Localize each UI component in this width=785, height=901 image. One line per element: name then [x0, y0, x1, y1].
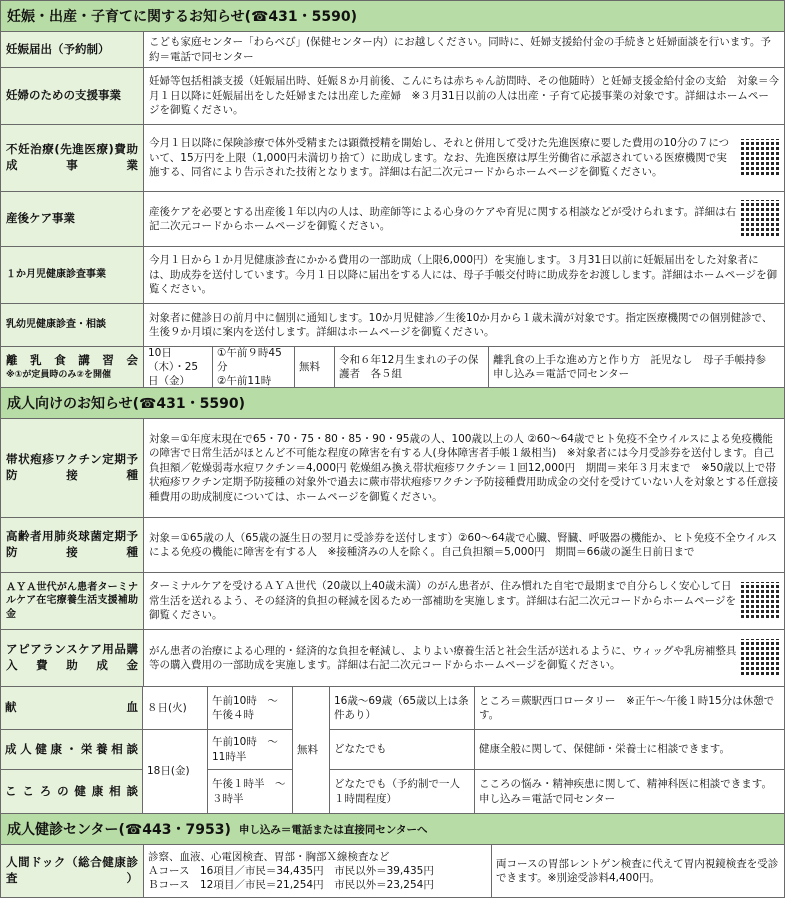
table-row-rinyu: 離乳食講習会 ※①が定員時のみ②を開催 10日（木）・25日（金） ①午前９時45分 ②午前11時 無料 令和６年12月生まれの子の保護者 各５組 離乳食の上手な進め方と作り方 託児なし 母子手帳持参 申し込み＝電話で同センター: [1, 347, 784, 388]
table-row: [1, 518, 784, 573]
table-row: [1, 419, 784, 518]
schedule-table: [0, 686, 785, 814]
row-label: 献血: [1, 687, 143, 730]
row-text: ターミナルケアを受けるＡＹＡ世代（20歳以上40歳未満）のがん患者が、住み慣れた自宅で最期まで自分らしく安心して日常生活を送れるよう、その経済的負担の軽減を図るため一部補助を実施します。詳細は右記二次元コードからホームページを御覧ください。: [149, 580, 736, 622]
row-label: 成人健康・栄養相談: [1, 730, 143, 770]
row-text: 対象者に健診日の前月中に個別に通知します。10か月児健診／生後10か月から１歳未満が対象です。指定医療機関での個別健診で、生後９か月頃に案内を送付します。詳細はホームページを御覧ください。: [149, 311, 773, 338]
table-row: [1, 192, 784, 247]
qr-code-icon[interactable]: [741, 139, 779, 177]
row-text: 対象＝①年度末現在で65・70・75・80・85・90・95歳の人、100歳以上の人 ②60～64歳でヒト免疫不全ウイルスによる免疫機能の障害で日常生活がほとんど不可能な程度の障害を有する人(身体障害者手帳１級相当) ※対象者には今月受診券を送付します。自己負担額／乾燥弱毒水痘ワクチン＝4,000円 乾燥組み換え帯状疱疹ワクチン＝１回12,000円 期間＝来年３月末まで ※50歳以上で帯状疱疹ワクチン定期予防接種の対象外で過去に蕨市帯状疱疹ワクチン予防接種費用助成金の交付を受けていない人を対象とする任意接種費用の助成制度については、ホームページを御覧ください。: [149, 432, 778, 503]
row-text: 今月１日以降に保険診療で体外受精または顕微授精を開始し、それと併用して受けた先進医療に要した費用の10分の７について、15万円を上限（1,000円未満切り捨て）に助成します。なお、先進医療は厚生労働省に承認されている医療機関で実施する、同省により告示された技術となります。詳細は右記二次元コードからホームページを御覧ください。: [149, 137, 730, 179]
table-row: 成人健康・栄養相談 18日(金) 午前10時 ～11時半 どなたでも 健康全般に関して、保健師・栄養士に相談できます。: [1, 730, 785, 770]
row-label: ＡＹＡ世代がん患者ターミナルケア在宅療養生活支援補助金: [1, 573, 144, 629]
row-label: 乳幼児健康診査・相談: [1, 304, 144, 346]
row-label: 妊娠届出（予約制）: [1, 32, 144, 67]
table-row: [1, 32, 784, 68]
row-label: 妊婦のための支援事業: [1, 68, 144, 124]
row-label: 不妊治療(先進医療)費助成事業: [1, 125, 144, 191]
row-text: こども家庭センター「わらべび」(保健センター内）にお越しください。同時に、妊婦支援給付金の手続きと妊婦面談を行います。予約＝電話で同センター: [149, 36, 771, 63]
row-text: 妊婦等包括相談支援（妊娠届出時、妊娠８か月前後、こんにちは赤ちゃん訪問時、その他随時）と妊婦支援金給付金の支給 対象＝今月１日以降に妊娠届出をした妊婦または出産した産婦 ※３月31日以前の人は出産・子育て応援事業の対象です。詳細はホームページを御覧ください。: [149, 75, 779, 117]
qr-code-icon[interactable]: [741, 639, 779, 677]
row-label: 産後ケア事業: [1, 192, 144, 246]
table-row: [1, 125, 784, 192]
section-header-adult: 成人向けのお知らせ(☎431・5590): [1, 388, 784, 419]
row-label: 人間ドック（総合健康診査）: [1, 845, 144, 897]
row-label: 高齢者用肺炎球菌定期予防接種: [1, 518, 144, 572]
row-label: アピアランスケア用品購入費助成金: [1, 630, 144, 686]
section-header-checkup: 成人健診センター(☎443・7953) 申し込み＝電話または直接同センターへ: [1, 814, 784, 845]
row-text: 産後ケアを必要とする出産後１年以内の人は、助産師等による心身のケアや育児に関する相談などが受けられます。詳細は右記二次元コードからホームページを御覧ください。: [149, 205, 737, 232]
row-label: １か月児健康診査事業: [1, 247, 144, 303]
table-row: 献血 ８日(火) 午前10時 ～午後４時 無料 16歳～69歳（65歳以上は条件あり） ところ＝蕨駅西口ロータリー ※正午～午後１時15分は休憩です。: [1, 687, 785, 730]
table-row: 人間ドック（総合健康診査） 診察、血液、心電図検査、胃部・胸部Ｘ線検査など Ａコース 16項目／市民＝34,435円 市民以外＝39,435円 Ｂコース 12項目／市民＝21,254円 市民以外＝23,254円 両コースの胃部レントゲン検査に代えて胃内視鏡検査を受診できます。※別途受診料4,400円。: [1, 845, 784, 897]
table-row: [1, 68, 784, 125]
row-text: がん患者の治療による心理的・経済的な負担を軽減し、よりよい療養生活と社会生活が送れるように、ウィッグや乳房補整具等の購入費用の一部助成を実施します。詳細は右記二次元コードからホームページを御覧ください。: [149, 644, 737, 671]
row-text: 今月１日から１か月児健康診査にかかる費用の一部助成（上限6,000円）を実施します。３月31日以前に妊娠届出をした対象者には、助成券を送付しています。今月１日以降に届出をする人には、母子手帳交付時に助成券をお渡しします。詳細はホームページを御覧ください。: [149, 254, 778, 296]
table-row: こころの健康相談 午後１時半 ～３時半 どなたでも（予約制で一人１時間程度） こころの悩み・精神疾患に関して、精神科医に相談できます。申し込み＝電話で同センター: [1, 770, 785, 814]
row-text: 対象＝①65歳の人（65歳の誕生日の翌月に受診券を送付します）②60～64歳で心臓、腎臓、呼吸器の機能か、ヒト免疫不全ウイルスによる免疫の機能に障害を有する人 ※接種済みの人を除く。自己負担額＝5,000円 期間＝66歳の誕生日前日まで: [149, 531, 778, 558]
qr-code-icon[interactable]: [741, 200, 779, 238]
row-label: こころの健康相談: [1, 770, 143, 814]
table-row: [1, 247, 784, 304]
row-label: 帯状疱疹ワクチン定期予防接種: [1, 419, 144, 517]
section-header-maternity: 妊娠・出産・子育てに関するお知らせ(☎431・5590): [1, 1, 784, 32]
qr-code-icon[interactable]: [741, 582, 779, 620]
table-row: [1, 573, 784, 630]
table-row: [1, 630, 784, 687]
row-label: 離乳食講習会: [6, 353, 138, 368]
table-row: [1, 304, 784, 347]
